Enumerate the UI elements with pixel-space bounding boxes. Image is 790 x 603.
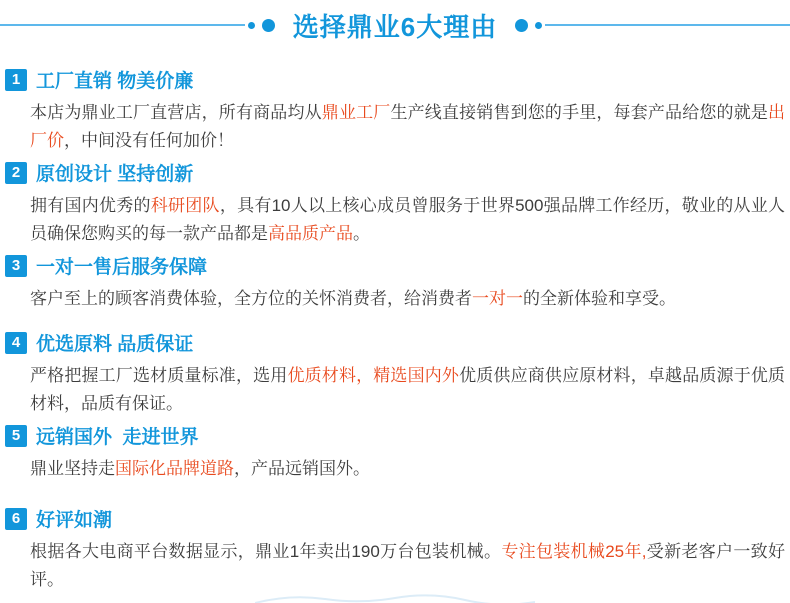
body-text: 。 — [353, 224, 370, 243]
decor-dot-large-icon — [515, 19, 528, 32]
reason-item-5 — [5, 422, 790, 483]
reason-heading: 优选原料 品质保证 — [36, 334, 194, 355]
reason-number-badge: 6 — [5, 508, 27, 530]
reason-heading: 一对一售后服务保障 — [36, 257, 208, 278]
reason-body — [30, 192, 785, 248]
decor-line-right — [545, 24, 790, 26]
section-header — [0, 10, 790, 40]
reason-number-badge: 3 — [5, 255, 27, 277]
reason-body — [30, 538, 785, 594]
body-text: 根据各大电商平台数据显示，鼎业1年卖出190万台包装机械。 — [30, 542, 502, 561]
highlighted-text: 科研团队 — [150, 196, 220, 215]
reason-heading-row — [5, 329, 790, 356]
reason-heading-row — [5, 422, 790, 449]
reason-heading: 好评如潮 — [36, 510, 113, 531]
body-text: 生产线直接销售到您的手里，每套产品给您的就是 — [390, 103, 769, 122]
reasons-section — [0, 10, 790, 594]
decor-dot-large-icon — [262, 19, 275, 32]
reason-heading-row — [5, 505, 790, 532]
reason-heading: 工厂直销 物美价廉 — [36, 71, 194, 92]
reason-item-4 — [5, 329, 790, 418]
highlighted-text: 出厂价 — [30, 103, 786, 150]
reason-body — [30, 285, 785, 313]
reason-body — [30, 362, 785, 418]
reason-heading: 原创设计 坚持创新 — [36, 164, 194, 185]
section-title: 选择鼎业6大理由 — [292, 11, 498, 42]
reason-item-3 — [5, 252, 790, 313]
highlighted-text: 鼎业工厂 — [321, 103, 391, 122]
highlighted-text: 国际化品牌道路 — [115, 459, 234, 478]
body-text: 拥有国内优秀的 — [30, 196, 151, 215]
reason-item-1 — [5, 66, 790, 155]
reason-heading: 远销国外 走进世界 — [36, 427, 199, 448]
reasons-list — [0, 66, 790, 594]
highlighted-text: 高品质产品 — [268, 224, 353, 243]
decor-dot-small-icon — [535, 22, 542, 29]
reason-body — [30, 455, 785, 483]
body-text: ，中间没有任何加价！ — [64, 131, 234, 150]
decor-dot-small-icon — [248, 22, 255, 29]
reason-heading-row — [5, 66, 790, 93]
decor-line-left — [0, 24, 245, 26]
body-text: ，产品远销国外。 — [234, 459, 370, 478]
highlighted-text: 专注包装机械25年, — [501, 542, 647, 561]
reason-number-badge: 5 — [5, 425, 27, 447]
reason-number-badge: 4 — [5, 332, 27, 354]
reason-item-2 — [5, 159, 790, 248]
body-text: 客户至上的顾客消费体验，全方位的关怀消费者，给消费者 — [30, 289, 472, 308]
body-text: 严格把握工厂选材质量标准，选用 — [30, 366, 288, 385]
highlighted-text: 一对一 — [472, 289, 523, 308]
reason-number-badge: 2 — [5, 162, 27, 184]
body-text: 鼎业坚持走 — [30, 459, 115, 478]
reason-heading-row — [5, 252, 790, 279]
highlighted-text: 优质材料，精选国内外 — [287, 366, 460, 385]
wave-decoration-icon — [255, 593, 535, 603]
body-text: 的全新体验和享受。 — [523, 289, 676, 308]
body-text: 优质供应商供应原材料，卓越品质源于优质材料，品质有保证。 — [30, 366, 786, 413]
body-text: ，具有10人以上核心成员曾服务于世界500强品牌工作经历，敬业的从业人员确保您购买的每一款产品都是 — [30, 196, 786, 243]
reason-item-6 — [5, 505, 790, 594]
body-text: 受新老客户一致好评。 — [30, 542, 786, 589]
reason-number-badge: 1 — [5, 69, 27, 91]
reason-heading-row — [5, 159, 790, 186]
body-text: 本店为鼎业工厂直营店，所有商品均从 — [30, 103, 322, 122]
reason-body — [30, 99, 785, 155]
